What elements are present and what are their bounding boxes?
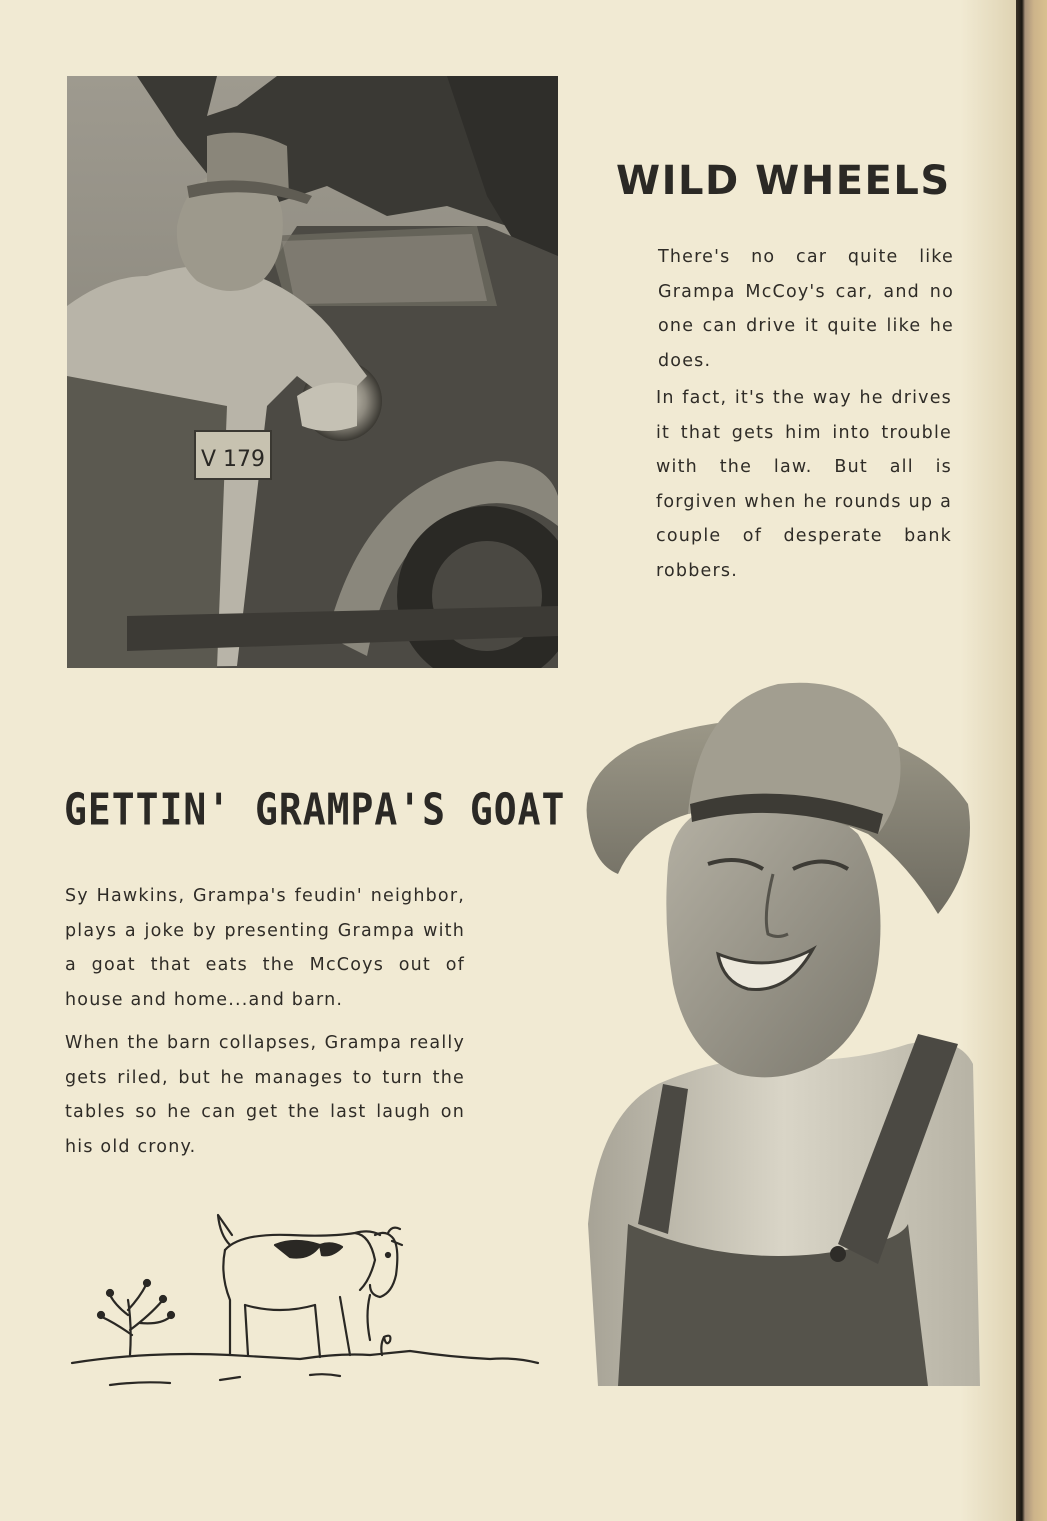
goat-paragraph-2: When the barn collapses, Grampa really gets riled, but he manages to turn the tables so he can get the last laugh on his old crony. [65, 1033, 465, 1157]
photo-grampa-portrait [578, 664, 980, 1386]
section-title-gettin-grampas-goat: GETTIN' GRAMPA'S GOAT [64, 784, 566, 835]
license-plate-text: V 179 [200, 447, 266, 472]
goat-illustration [70, 1205, 540, 1390]
goat-paragraph-1: Sy Hawkins, Grampa's feudin' neighbor, plays a joke by presenting Grampa with a goat that eats the McCoys out of house and home...and barn. [65, 886, 465, 1010]
wild-wheels-paragraph-2: In fact, it's the way he drives it that gets him into trouble with the law. But all is forgiven when he rounds up a couple of desperate bank robbers. [656, 388, 952, 581]
page-binding-edge [1016, 0, 1047, 1521]
photo-grampa-with-car [67, 76, 558, 668]
section-title-wild-wheels: WILD WHEELS [616, 158, 951, 204]
wild-wheels-paragraph-1: There's no car quite like Grampa McCoy's car, and no one can drive it quite like he does. [658, 247, 954, 371]
